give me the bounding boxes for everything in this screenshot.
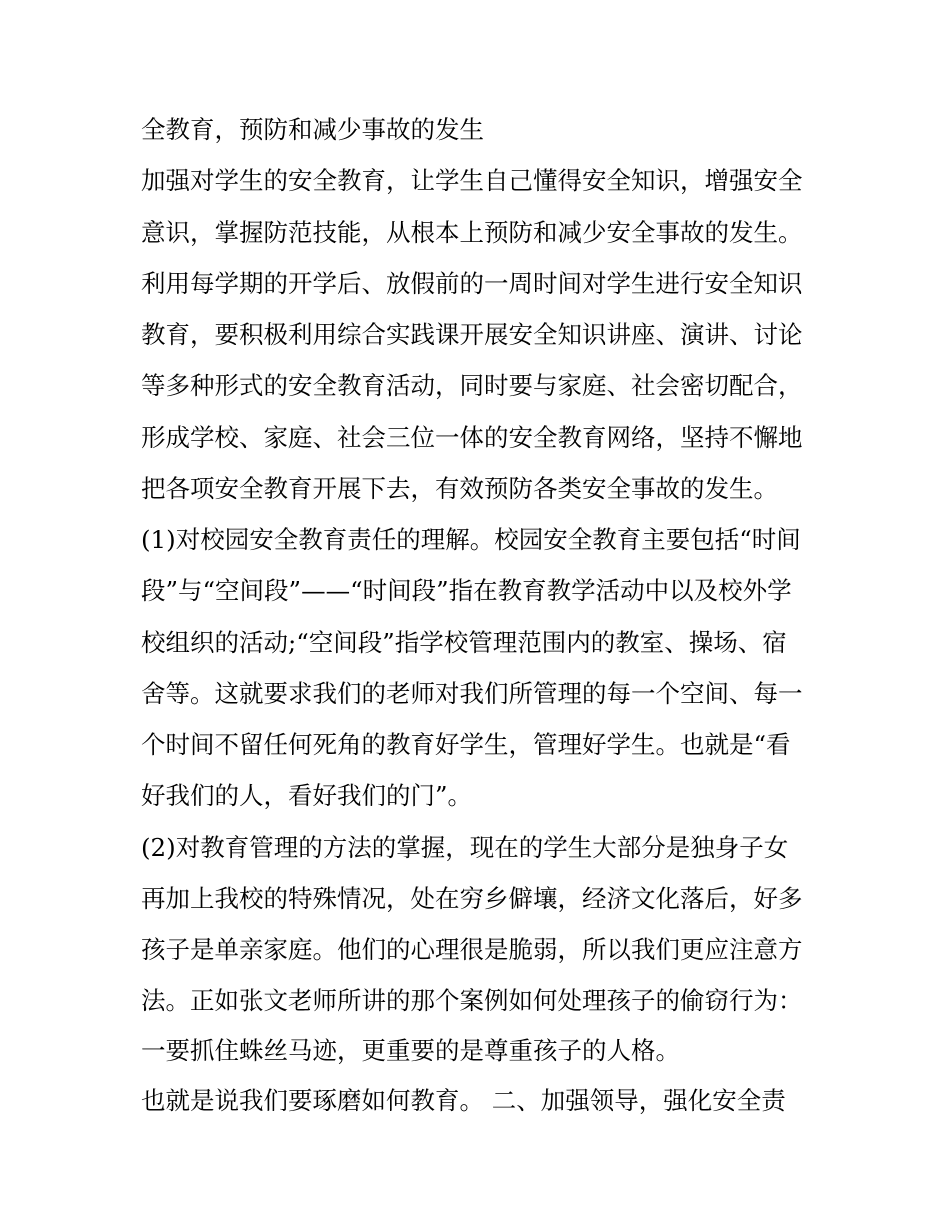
text-line: 也就是说我们要琢磨如何教育。 二、加强领导，强化安全责 — [141, 1086, 786, 1115]
text-line: 个时间不留任何死角的教育好学生，管理好学生。也就是“看 — [141, 730, 791, 759]
text-line: 等多种形式的安全教育活动，同时要与家庭、社会密切配合， — [141, 371, 803, 400]
text-line: 校组织的活动;“空间段”指学校管理范围内的教室、操场、宿 — [141, 628, 787, 657]
text-line: (2)对教育管理的方法的掌握，现在的学生大部分是独身子女 — [141, 833, 789, 862]
text-line: 舍等。这就要求我们的老师对我们所管理的每一个空间、每一 — [141, 679, 803, 708]
text-line: 孩子是单亲家庭。他们的心理很是脆弱，所以我们更应注意方 — [141, 935, 803, 964]
text-line: 好我们的人，看好我们的门”。 — [141, 781, 473, 810]
text-line: 再加上我校的特殊情况，处在穷乡僻壤，经济文化落后，好多 — [141, 884, 803, 913]
text-line: 加强对学生的安全教育，让学生自己懂得安全知识，增强安全 — [141, 166, 803, 195]
text-line: 法。正如张文老师所讲的那个案例如何处理孩子的偷窃行为： — [141, 986, 803, 1015]
text-line: 全教育，预防和减少事故的发生 — [141, 115, 484, 144]
text-line: 形成学校、家庭、社会三位一体的安全教育网络，坚持不懈地 — [141, 423, 803, 452]
text-line: 教育，要积极利用综合实践课开展安全知识讲座、演讲、讨论 — [141, 320, 803, 349]
text-line: 段”与“空间段”——“时间段”指在教育教学活动中以及校外学 — [141, 576, 792, 605]
text-line: 一要抓住蛛丝马迹，更重要的是尊重孩子的人格。 — [141, 1036, 680, 1065]
text-line: 利用每学期的开学后、放假前的一周时间对学生进行安全知识 — [141, 269, 803, 298]
text-line: 意识，掌握防范技能，从根本上预防和减少安全事故的发生。 — [141, 218, 803, 247]
text-line: 把各项安全教育开展下去，有效预防各类安全事故的发生。 — [141, 474, 778, 503]
text-line: (1)对校园安全教育责任的理解。校园安全教育主要包括“时间 — [141, 525, 801, 554]
